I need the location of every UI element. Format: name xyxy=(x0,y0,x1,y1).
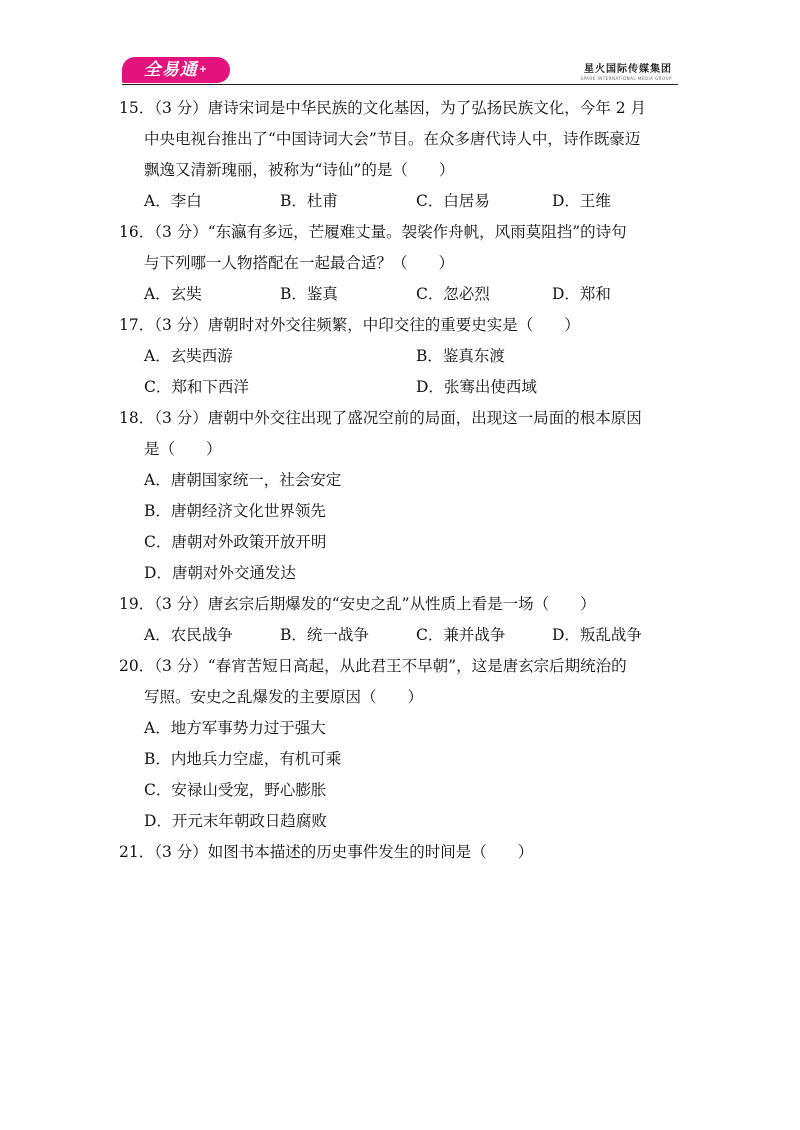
question-stem-cont: 写照。安史之乱爆发的主要原因（ ） xyxy=(144,688,424,706)
publisher-subtitle: SPARK INTERNATIONAL MEDIA GROUP xyxy=(580,76,672,81)
option-b[interactable]: B．鉴真 xyxy=(280,285,338,303)
option-d[interactable]: D．开元末年朝政日趋腐败 xyxy=(144,812,327,830)
question-list xyxy=(120,93,688,868)
question-21 xyxy=(120,837,688,868)
option-c[interactable]: C．郑和下西洋 xyxy=(144,378,249,396)
question-stem: 18．（3 分）唐朝中外交往出现了盛况空前的局面，出现这一局面的根本原因 xyxy=(119,409,642,427)
publisher-brand xyxy=(580,60,672,81)
header-divider xyxy=(122,84,678,85)
option-d[interactable]: D．郑和 xyxy=(552,285,611,303)
option-d[interactable]: D．王维 xyxy=(552,192,611,210)
option-c[interactable]: C．唐朝对外政策开放开明 xyxy=(144,533,327,551)
option-a[interactable]: A．玄奘 xyxy=(144,285,202,303)
option-d[interactable]: D．叛乱战争 xyxy=(552,626,642,644)
question-stem-cont: 与下列哪一人物搭配在一起最合适？（ ） xyxy=(144,254,455,272)
question-17 xyxy=(120,310,688,341)
option-c[interactable]: C．兼并战争 xyxy=(416,626,506,644)
question-18 xyxy=(120,403,688,465)
question-stem: 17．（3 分）唐朝时对外交往频繁，中印交往的重要史实是（ ） xyxy=(119,316,580,334)
question-16 xyxy=(120,217,688,279)
option-b[interactable]: B．统一战争 xyxy=(280,626,369,644)
options-row xyxy=(120,341,688,372)
question-stem: 21．（3 分）如图书本描述的历史事件发生的时间是（ ） xyxy=(119,843,534,861)
options-row xyxy=(120,372,688,403)
option-c[interactable]: C．白居易 xyxy=(416,192,490,210)
brand-logo xyxy=(122,57,230,83)
option-b[interactable]: B．唐朝经济文化世界领先 xyxy=(144,502,326,520)
options-row xyxy=(120,279,688,310)
question-stem-cont: 中央电视台推出了“中国诗词大会”节目。在众多唐代诗人中，诗作既豪迈 xyxy=(144,130,641,148)
option-a[interactable]: A．农民战争 xyxy=(144,626,233,644)
option-b[interactable]: B．内地兵力空虚，有机可乘 xyxy=(144,750,342,768)
question-stem-cont: 是（ ） xyxy=(144,440,222,458)
question-20 xyxy=(120,651,688,713)
option-a[interactable]: A．唐朝国家统一，社会安定 xyxy=(144,471,342,489)
page-header xyxy=(0,0,800,92)
question-stem: 19．（3 分）唐玄宗后期爆发的“安史之乱”从性质上看是一场（ ） xyxy=(119,595,596,613)
question-stem: 16．（3 分）“东瀛有多远，芒履难丈量。袈裟作舟帆，风雨莫阻挡”的诗句 xyxy=(119,223,627,241)
question-stem: 20．（3 分）“春宵苦短日高起，从此君王不早朝”，这是唐玄宗后期统治的 xyxy=(119,657,627,675)
logo-text: 全易通 xyxy=(143,60,198,80)
option-a[interactable]: A．地方军事势力过于强大 xyxy=(144,719,326,737)
option-b[interactable]: B．鉴真东渡 xyxy=(416,347,505,365)
option-d[interactable]: D．唐朝对外交通发达 xyxy=(144,564,296,582)
option-c[interactable]: C．忽必烈 xyxy=(416,285,490,303)
logo-plus-icon: + xyxy=(198,64,209,75)
question-15 xyxy=(120,93,688,186)
option-a[interactable]: A．玄奘西游 xyxy=(144,347,233,365)
options-row xyxy=(120,186,688,217)
options-row xyxy=(120,620,688,651)
question-stem-cont: 飘逸又清新瑰丽，被称为“诗仙”的是（ ） xyxy=(144,161,455,179)
question-stem: 15．（3 分）唐诗宋词是中华民族的文化基因，为了弘扬民族文化，今年 2 月 xyxy=(119,99,646,117)
option-a[interactable]: A．李白 xyxy=(144,192,202,210)
publisher-name: 星火国际传媒集团 xyxy=(584,64,672,75)
question-19 xyxy=(120,589,688,620)
option-b[interactable]: B．杜甫 xyxy=(280,192,338,210)
option-d[interactable]: D．张骞出使西域 xyxy=(416,378,537,396)
option-c[interactable]: C．安禄山受宠，野心膨胀 xyxy=(144,781,327,799)
